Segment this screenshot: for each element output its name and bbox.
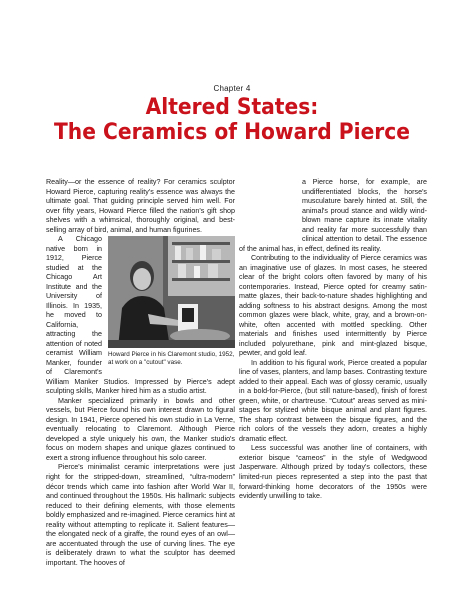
paragraph: Manker specialized primarily in bowls and other vessels, but Pierce found his own interest drawn to figural design. In 1941, Pierce opened his own studio in La Verne, eventually relocating to Claremont. Although Pierce developed a style uniquely his own, the Manker studio's focus on modern shapes and unique glazes continued to exert a strong influence throughout his solo career. xyxy=(46,396,235,462)
photo-caption: Howard Pierce in his Claremont studio, 1952, at work on a "cutout" vase. xyxy=(108,351,235,367)
paragraph: Pierce's minimalist ceramic interpretations were just right for the stripped-down, streamlined, “ultra-modern” décor trends which came into fashion after World War II, and continued throughout the 1950s. His hallmark: subjects reduced to their defining elements, with those elements boldly emphasized and re-imagined. Pierce ceramics hint at reality without attempting to replicate it. Salient features—the elongated neck of a giraffe, the round eyes of an owl—are accentuated through the use of curving lines. The eye is deliberately drawn to what the sculptor has deemed important. The hooves of xyxy=(46,463,235,567)
right-column xyxy=(239,178,427,560)
chapter-title-line-1: Altered States: xyxy=(145,95,319,120)
chapter-label: Chapter 4 xyxy=(213,84,251,93)
paragraph: In addition to his figural work, Pierce created a popular line of vases, planters, and lamp bases. Contrasting texture added to their appeal. Each was of glossy ceramic, usually in a bold-for-Pierce, (but still nature-based), finish of forest green, white, or chartreuse. “Cutout” areas served as mini-stages for stylized white bisque animal and plant figures. The sharp contrast between the bisque figures, and the rich colors of the vessels they adorn, creates a highly dramatic effect. xyxy=(239,358,427,443)
paragraph: A Chicago native born in 1912, Pierce studied at the Chicago Art Institute and the University of Illinois. In 1935, he moved to California, attracting the attention of noted ceramist William Manker, founder of Claremont's William Manker Studios. Impressed by Pierce's adept sculpting skills, Manker hired him as a studio artist. xyxy=(46,235,235,396)
studio-photo xyxy=(108,236,235,348)
paragraph: Less successful was another line of containers, with exterior bisque “cameos” in the style of Wedgwood Jasperware. Although prized by today's collectors, these limited-run pieces represented a step into the past that forward-thinking home decorators of the 1950s were evidently unwilling to take. xyxy=(239,444,427,501)
paragraph: Reality—or the essence of reality? For ceramics sculptor Howard Pierce, capturing reality's essence was always the ultimate goal. That guiding principle served him well. For over fifty years, Howard Pierce filled the nation's gift shop shelves with a whimsical, thoroughly original, and best-selling array of bird, animal, and human figurines. xyxy=(46,178,235,234)
paragraph: a Pierce horse, for example, are undifferentiated blocks, the horse's musculature barely hinted at. Still, the animal's proud stance and wildly wind-blown mane capture its innate vitality and reality far more successfully than clinical attention to detail. The essence of the animal has, in effect, defined its reality. xyxy=(239,178,427,253)
photo-graphic xyxy=(108,236,235,348)
chapter-title-line-2: The Ceramics of Howard Pierce xyxy=(53,120,411,145)
photo-figure xyxy=(108,236,235,367)
left-column xyxy=(46,178,235,567)
photo-wrap-spacer xyxy=(239,178,302,243)
paragraph: Contributing to the individuality of Pierce ceramics was an imaginative use of glazes. In most cases, he steered clear of the bright colors often favored by many of his contemporaries. Instead, Pierce opted for creamy satin-matte glazes, their back-to-nature shades highlighting and adding softness to his abstract designs. Among the most common glazes were black, white, gray, and a brown-on-white, often accented with mottled speckling. Other materials and finishes used intermittently by Pierce included polyurethane, pink and mint-glazed bisque, pewter, and gold leaf. xyxy=(239,254,427,358)
